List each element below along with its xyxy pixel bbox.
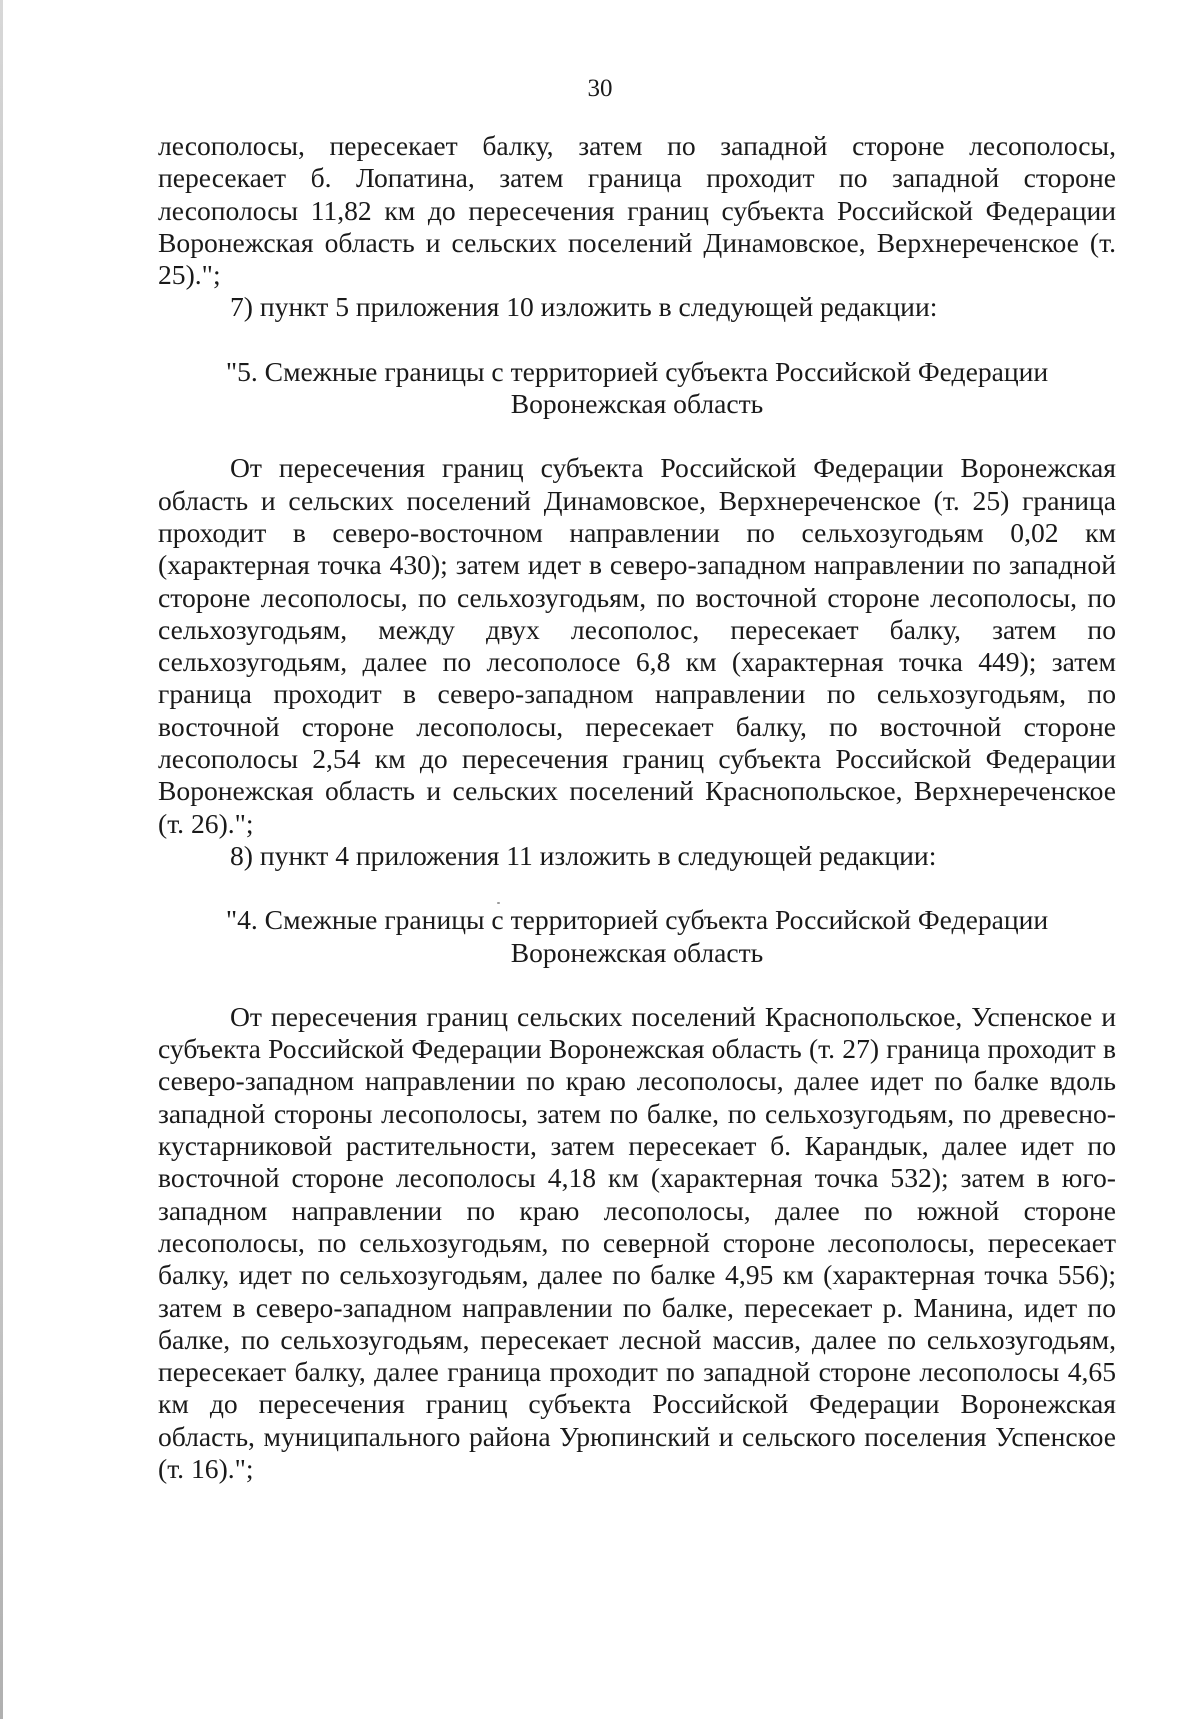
scan-speck <box>497 902 500 904</box>
section-heading-5-line-2: Воронежская область <box>510 388 764 420</box>
section-heading-4-line-2: Воронежская область <box>510 936 764 968</box>
section-heading-4-line-1: "4. Смежные границы с территорией субъекта Российской Федерации <box>225 904 1049 936</box>
document-body <box>158 130 1116 1485</box>
scan-edge-shadow <box>0 0 3 1719</box>
paragraph-continuation: лесополосы, пересекает балку, затем по западной стороне лесополосы, пересекает б. Лопатина, затем граница проходит по западной стороне лесополосы 11,82 км до пересечения границ субъекта Российской Федерации Воронежская область и сельских поселений Динамовское, Верхнереченское (т. 25)."; <box>158 130 1116 291</box>
boundary-description-5: От пересечения границ субъекта Российской Федерации Воронежская область и сельских поселений Динамовское, Верхнереченское (т. 25) граница проходит в северо-восточном направлении по сельхозугодьям 0,02 км (характерная точка 430); затем идет в северо-западном направлении по западной стороне лесополосы, по сельхозугодьям, по восточной стороне лесополосы, по сельхозугодьям, между двух лесополос, пересекает балку, затем по сельхозугодьям, далее по лесополосе 6,8 км (характерная точка 449); затем граница проходит в северо-западном направлении по сельхозугодьям, по восточной стороне лесополосы, пересекает балку, по восточной стороне лесополосы 2,54 км до пересечения границ субъекта Российской Федерации Воронежская область и сельских поселений Краснопольское, Верхнереченское (т. 26)."; <box>158 452 1116 839</box>
section-heading-4 <box>158 904 1116 969</box>
amendment-item-8: 8) пункт 4 приложения 11 изложить в следующей редакции: <box>230 839 937 871</box>
section-heading-5 <box>158 356 1116 421</box>
amendment-item-7: 7) пункт 5 приложения 10 изложить в следующей редакции: <box>230 291 938 323</box>
section-heading-5-line-1: "5. Смежные границы с территорией субъекта Российской Федерации <box>225 355 1049 387</box>
boundary-description-4: От пересечения границ сельских поселений Краснопольское, Успенское и субъекта Российской Федерации Воронежская область (т. 27) граница проходит в северо-западном направлении по краю лесополосы, далее идет по балке вдоль западной стороны лесополосы, затем по балке, по сельхозугодьям, по древесно-кустарниковой растительности, затем пересекает б. Карандык, далее идет по восточной стороне лесополосы 4,18 км (характерная точка 532); затем в юго-западном направлении по краю лесополосы, далее по южной стороне лесополосы, по сельхозугодьям, по северной стороне лесополосы, пересекает балку, идет по сельхозугодьям, далее по балке 4,95 км (характерная точка 556); затем в северо-западном направлении по балке, пересекает р. Манина, идет по балке, по сельхозугодьям, пересекает лесной массив, далее по сельхозугодьям, пересекает балку, далее граница проходит по западной стороне лесополосы 4,65 км до пересечения границ субъекта Российской Федерации Воронежская область, муниципального района Урюпинский и сельского поселения Успенское (т. 16)."; <box>158 1000 1116 1484</box>
page-number: 30 <box>587 75 613 102</box>
